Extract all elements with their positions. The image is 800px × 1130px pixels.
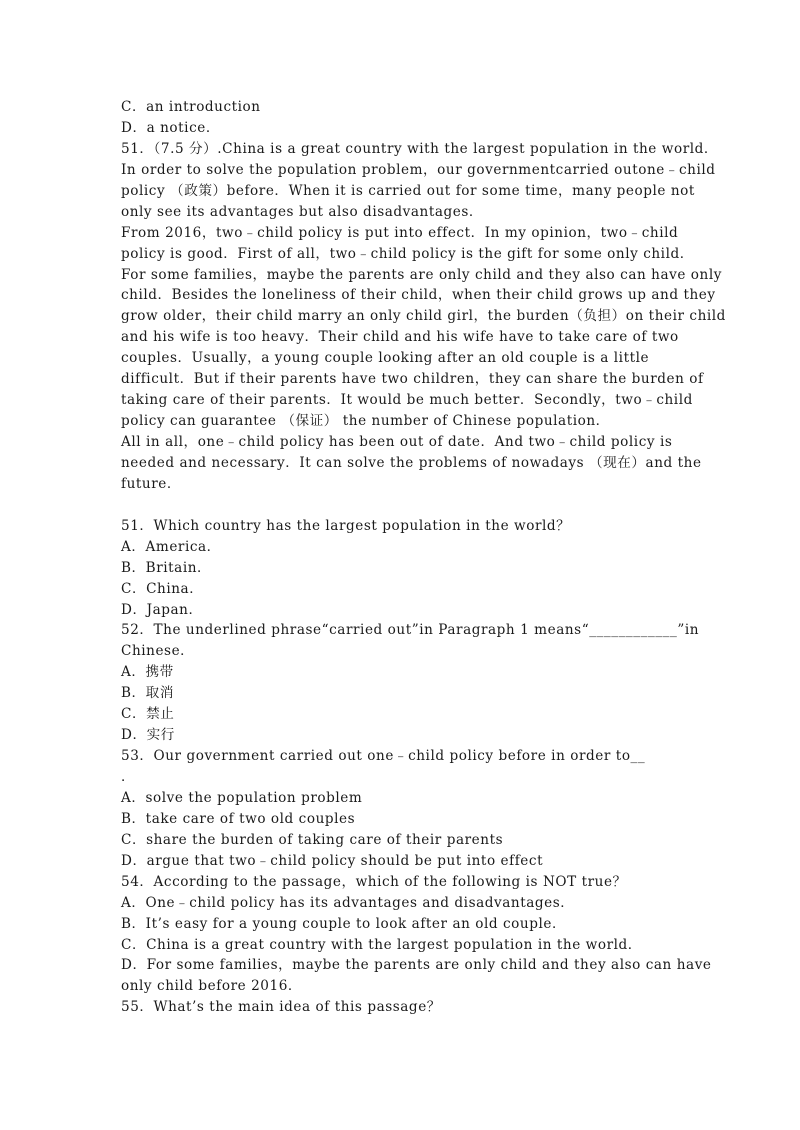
option-a: A．solve the population problem — [121, 789, 363, 806]
option-c: C．an introduction — [121, 99, 261, 115]
passage-line: future． — [121, 475, 181, 492]
option-b: B．取消 — [121, 685, 174, 702]
option-d: D．For some families，maybe the parents are only child and they also can have — [121, 957, 712, 974]
blank-line — [121, 495, 691, 516]
passage-line: policy is good．First of all，two﹣child policy is the gift for some only child． — [121, 245, 694, 262]
question-52 — [121, 620, 700, 746]
passage-line: only see its advantages but also disadvantages． — [121, 203, 484, 220]
question-stem: 53．Our government carried out one﹣child policy before in order to__ — [121, 748, 646, 765]
question-stem: 52．The underlined phrase“carried out”in Paragraph 1 means“____________”in — [121, 622, 700, 639]
option-a: A．One﹣child policy has its advantages and disadvantages． — [121, 894, 575, 911]
passage-line: policy （政策）before．When it is carried out for some time，many people not — [121, 182, 695, 199]
question-53 — [121, 746, 691, 872]
option-a: A．携带 — [121, 664, 174, 681]
passage-line: For some families，maybe the parents are only child and they also can have only — [121, 266, 722, 283]
question-stem: 55．What’s the main idea of this passage？ — [121, 999, 441, 1016]
option-a: A．America． — [121, 538, 221, 555]
option-b: B．It’s easy for a young couple to look after an old couple． — [121, 915, 567, 932]
question-stem: 54．According to the passage，which of the following is NOT true？ — [121, 873, 627, 890]
passage-line: couples．Usually，a young couple looking after an old couple is a little — [121, 350, 650, 367]
option-d: D．a notice． — [121, 119, 220, 136]
passage-line: 51．（7.5 分）.China is a great country with the largest population in the world． — [121, 140, 719, 157]
question-51 — [121, 516, 691, 621]
previous-question-options — [121, 97, 691, 139]
passage-line: grow older，their child marry an only child girl，the burden（负担）on their child — [121, 308, 726, 325]
passage-line: taking care of their parents．It would be much better．Secondly，two﹣child — [121, 392, 693, 409]
option-d-continued: only child before 2016． — [121, 978, 303, 995]
passage-line: and his wife is too heavy．Their child and his wife have to take care of two — [121, 329, 679, 346]
option-b: B．take care of two old couples — [121, 810, 356, 827]
passage-line: child．Besides the loneliness of their child，when their child grows up and they — [121, 287, 716, 304]
option-c: C．禁止 — [121, 706, 175, 723]
passage-line: difficult．But if their parents have two children，they can share the burden of — [121, 371, 704, 388]
option-c: C．China． — [121, 580, 204, 597]
document-page — [121, 97, 726, 1018]
question-54 — [121, 872, 712, 998]
option-c: C．share the burden of taking care of their parents — [121, 831, 504, 848]
option-d: D．argue that two﹣child policy should be put into effect — [121, 852, 544, 869]
question-stem: 51．Which country has the largest population in the world？ — [121, 517, 571, 534]
option-c: C．China is a great country with the largest population in the world． — [121, 936, 642, 953]
passage-line: needed and necessary．It can solve the problems of nowadays （现在）and the — [121, 454, 702, 471]
question-stem: ． — [121, 769, 136, 785]
reading-passage — [121, 139, 726, 495]
question-55 — [121, 997, 691, 1018]
option-d: D．实行 — [121, 727, 175, 744]
passage-line: From 2016，two﹣child policy is put into effect．In my opinion，two﹣child — [121, 224, 679, 241]
passage-line: policy can guarantee （保证） the number of Chinese population． — [121, 413, 610, 430]
passage-line: All in all，one﹣child policy has been out of date．And two﹣child policy is — [121, 434, 673, 450]
passage-line: In order to solve the population problem，our governmentcarried outone﹣child — [121, 161, 716, 178]
question-stem: Chinese． — [121, 643, 195, 660]
option-d: D．Japan． — [121, 601, 203, 618]
option-b: B．Britain． — [121, 559, 212, 576]
